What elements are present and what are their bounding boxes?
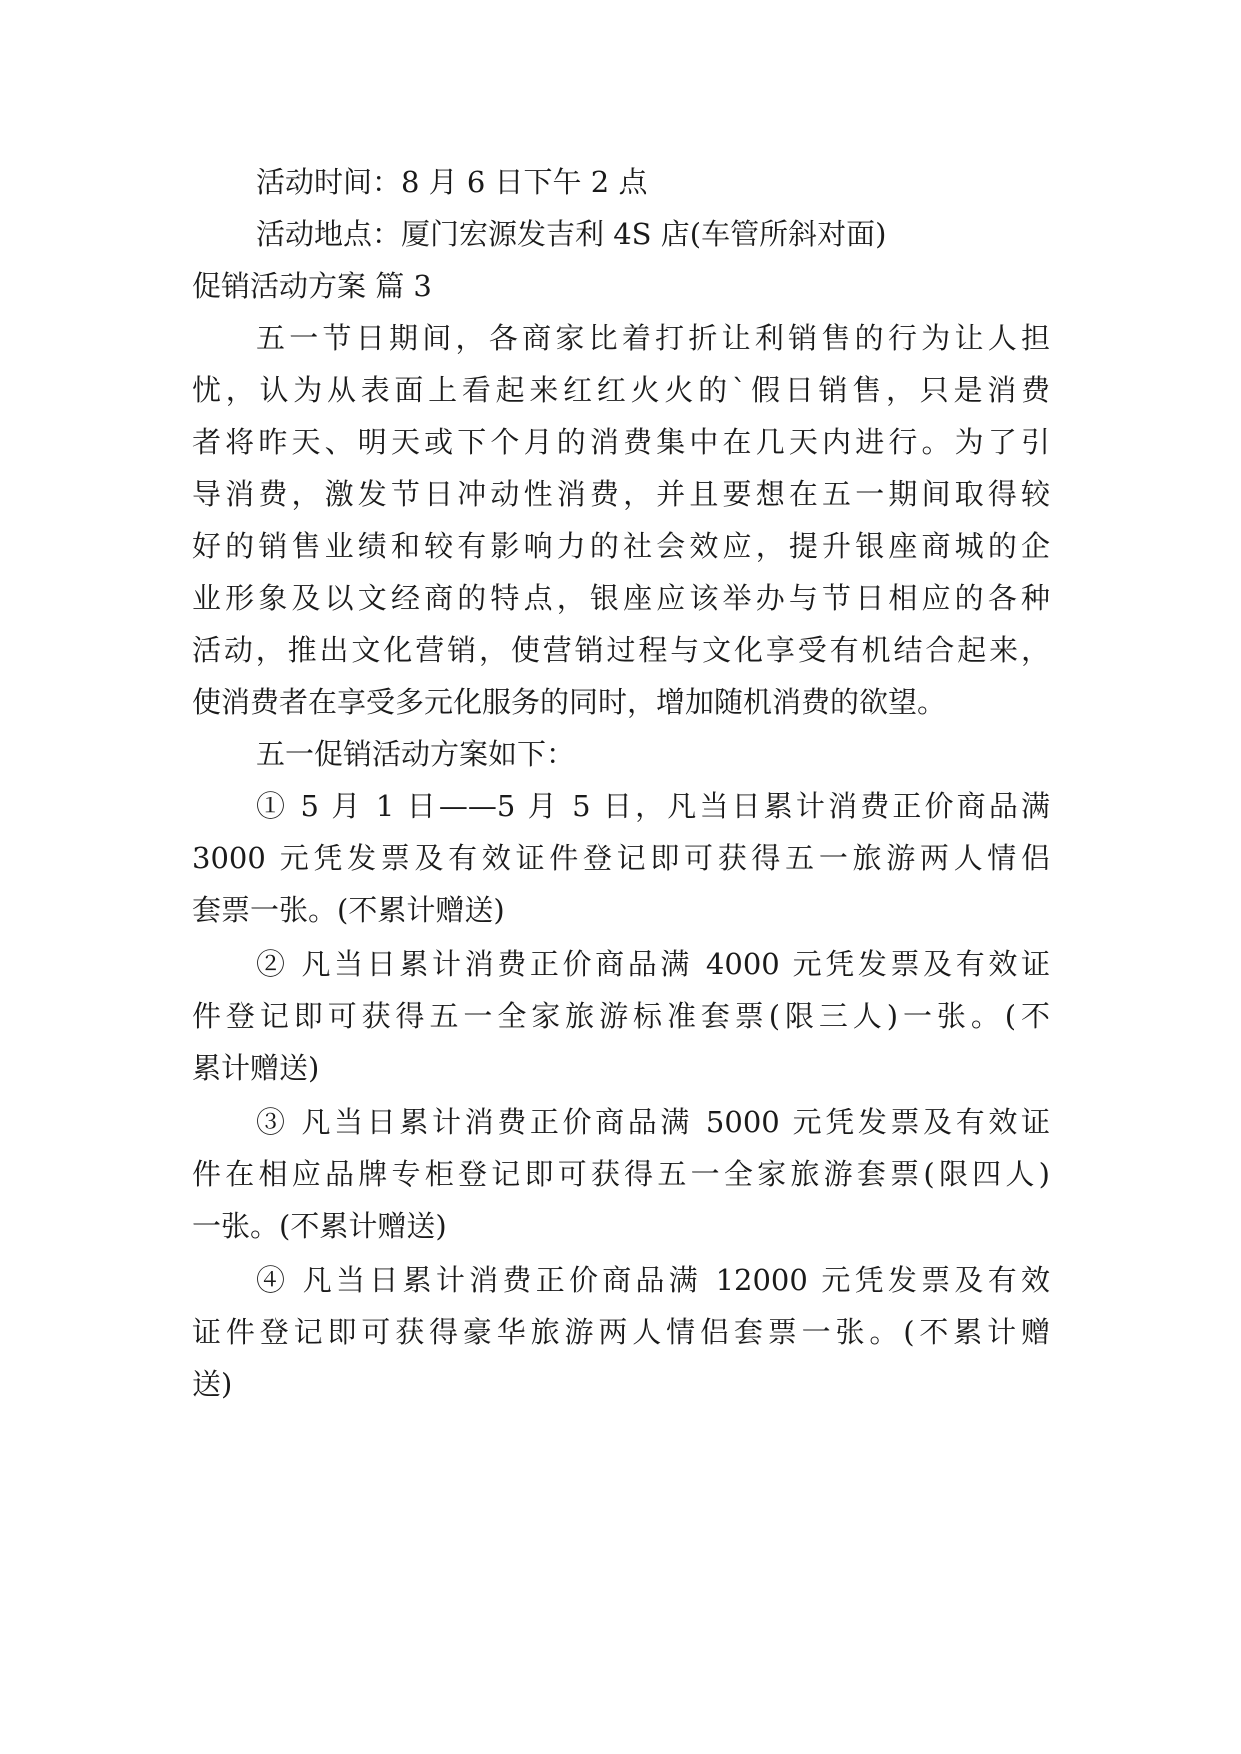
paragraph-line: 活动，推出文化营销，使营销过程与文化享受有机结合起来， xyxy=(192,633,1050,667)
section-heading: 促销活动方案 篇 3 xyxy=(192,269,432,303)
paragraph-line: 忧，认为从表面上看起来红红火火的`假日销售，只是消费 xyxy=(192,373,1050,407)
list-item-1: 套票一张。(不累计赠送) xyxy=(192,893,505,927)
paragraph-line: 导消费，激发节日冲动性消费，并且要想在五一期间取得较 xyxy=(192,477,1050,511)
list-item-3: 件在相应品牌专柜登记即可获得五一全家旅游套票(限四人) xyxy=(192,1157,1050,1191)
list-item-1: ① 5 月 1 日——5 月 5 日，凡当日累计消费正价商品满 xyxy=(256,789,1050,823)
list-item-4: 送) xyxy=(192,1367,233,1401)
list-item-3: 一张。(不累计赠送) xyxy=(192,1209,447,1243)
paragraph-line: 者将昨天、明天或下个月的消费集中在几天内进行。为了引 xyxy=(192,425,1050,459)
paragraph-line: 业形象及以文经商的特点，银座应该举办与节日相应的各种 xyxy=(192,581,1050,615)
paragraph-line: 好的销售业绩和较有影响力的社会效应，提升银座商城的企 xyxy=(192,529,1050,563)
list-item-2: ② 凡当日累计消费正价商品满 4000 元凭发票及有效证 xyxy=(256,947,1050,981)
list-item-2: 件登记即可获得五一全家旅游标准套票(限三人)一张。(不 xyxy=(192,999,1050,1033)
activity-time-line: 活动时间：8 月 6 日下午 2 点 xyxy=(256,165,648,199)
list-item-2: 累计赠送) xyxy=(192,1051,320,1085)
list-item-4: 证件登记即可获得豪华旅游两人情侣套票一张。(不累计赠 xyxy=(192,1315,1050,1349)
paragraph-line: 五一节日期间，各商家比着打折让利销售的行为让人担 xyxy=(256,321,1050,355)
plan-intro-line: 五一促销活动方案如下： xyxy=(256,737,576,771)
paragraph-line: 使消费者在享受多元化服务的同时，增加随机消费的欲望。 xyxy=(192,685,947,719)
activity-location-line: 活动地点：厦门宏源发吉利 4S 店(车管所斜对面) xyxy=(256,217,887,251)
list-item-3: ③ 凡当日累计消费正价商品满 5000 元凭发票及有效证 xyxy=(256,1105,1050,1139)
list-item-4: ④ 凡当日累计消费正价商品满 12000 元凭发票及有效 xyxy=(256,1263,1050,1297)
list-item-1: 3000 元凭发票及有效证件登记即可获得五一旅游两人情侣 xyxy=(192,841,1050,875)
